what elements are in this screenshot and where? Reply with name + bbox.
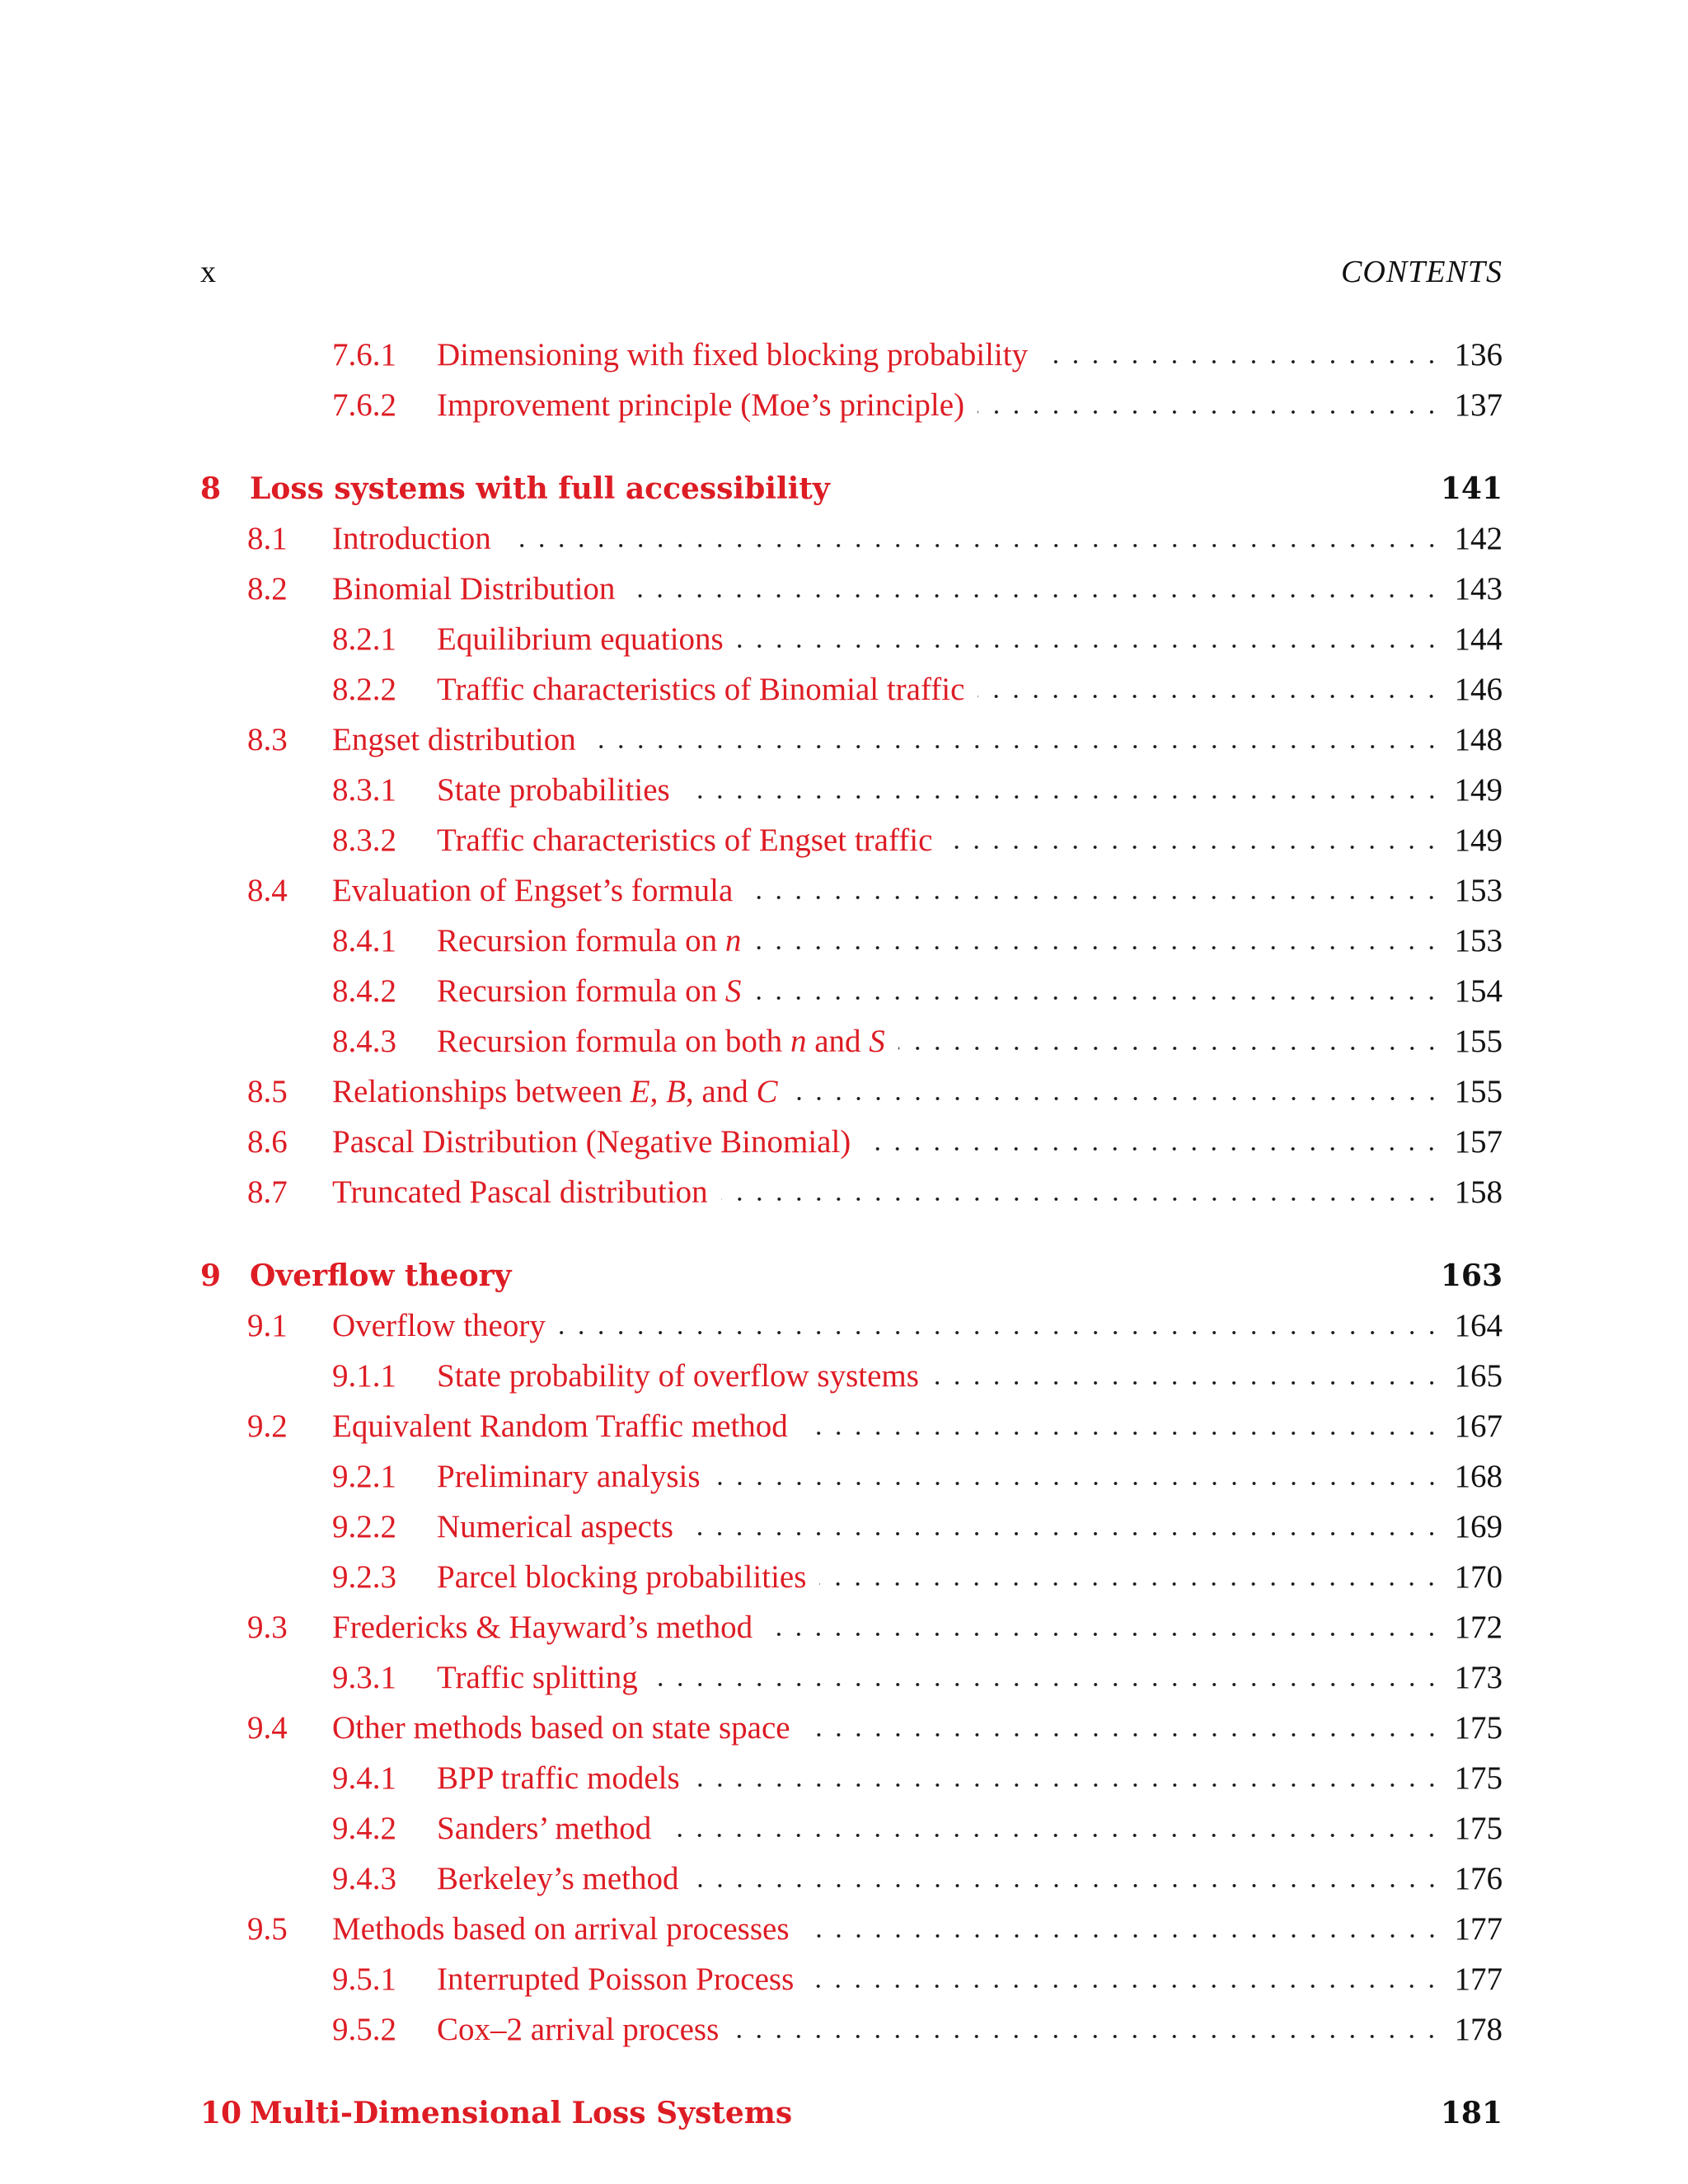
- dot-leader: [819, 1580, 1442, 1588]
- toc-entry-title[interactable]: Traffic characteristics of Binomial traffic: [437, 672, 965, 707]
- toc-entry-title[interactable]: Engset distribution: [332, 722, 576, 757]
- toc-entry-number: 9.4: [247, 1710, 288, 1746]
- toc-entry-title[interactable]: Recursion formula on n: [437, 923, 742, 958]
- toc-chapter-entry[interactable]: [200, 2088, 1503, 2138]
- toc-page-number: 144: [1454, 621, 1503, 657]
- toc-section-entry[interactable]: [200, 1301, 1503, 1351]
- dot-leader: [692, 1882, 1442, 1890]
- toc-subsection-entry[interactable]: [200, 614, 1503, 664]
- toc-subsection-entry[interactable]: [200, 1351, 1503, 1401]
- toc-page-number: 137: [1454, 387, 1503, 423]
- toc-entry-title[interactable]: Loss systems with full accessibility: [250, 471, 830, 506]
- toc-page-number: 178: [1454, 2012, 1503, 2047]
- toc-subsection-entry[interactable]: [200, 1854, 1503, 1904]
- toc-page-number: 155: [1454, 1074, 1503, 1109]
- toc-entry-title[interactable]: Equilibrium equations: [437, 621, 724, 657]
- dot-leader: [932, 1379, 1442, 1387]
- dot-leader: [732, 2032, 1442, 2041]
- toc-section-entry[interactable]: [200, 1602, 1503, 1652]
- toc-entry-title[interactable]: Binomial Distribution: [332, 571, 616, 607]
- toc-entry-number: 9.5: [247, 1911, 288, 1947]
- dot-leader: [651, 1680, 1442, 1689]
- toc-entry-title[interactable]: Overflow theory: [250, 1258, 512, 1293]
- toc-subsection-entry[interactable]: [200, 1451, 1503, 1502]
- table-of-contents: [200, 330, 1503, 2138]
- dot-leader: [801, 1429, 1442, 1437]
- dot-leader: [791, 1094, 1442, 1103]
- toc-page-number: 169: [1454, 1509, 1503, 1544]
- toc-section-entry[interactable]: [200, 715, 1503, 765]
- toc-entry-title[interactable]: Dimensioning with fixed blocking probability: [437, 337, 1029, 373]
- toc-entry-title[interactable]: Evaluation of Engset’s formula: [332, 873, 734, 908]
- toc-subsection-entry[interactable]: [200, 380, 1503, 430]
- toc-entry-title[interactable]: Cox–2 arrival process: [437, 2012, 720, 2047]
- dot-leader: [589, 743, 1442, 751]
- toc-entry-number: 8.2.2: [332, 672, 396, 707]
- dot-leader: [683, 793, 1442, 801]
- toc-entry-number: 8.1: [247, 521, 288, 556]
- math-variable: E: [630, 1074, 650, 1109]
- toc-entry-number: 9.1: [247, 1308, 288, 1343]
- toc-page-number: 148: [1454, 722, 1503, 757]
- toc-entry-title[interactable]: Fredericks & Hayward’s method: [332, 1610, 753, 1645]
- math-variable: B: [666, 1074, 686, 1109]
- dot-leader: [1041, 358, 1442, 366]
- toc-entry-title[interactable]: Parcel blocking probabilities: [437, 1559, 807, 1595]
- toc-entry-title[interactable]: Traffic splitting: [437, 1660, 638, 1695]
- toc-subsection-entry[interactable]: [200, 765, 1503, 815]
- toc-page-number: 163: [1440, 1258, 1503, 1293]
- toc-subsection-entry[interactable]: [200, 1652, 1503, 1703]
- dot-leader: [807, 1982, 1442, 1990]
- toc-page-number: 153: [1454, 923, 1503, 958]
- dot-leader: [978, 692, 1442, 701]
- toc-entry-number: 9.2.2: [332, 1509, 396, 1544]
- toc-section-entry[interactable]: [200, 1117, 1503, 1167]
- toc-entry-number: 9.5.1: [332, 1961, 396, 1997]
- toc-page-number: 175: [1454, 1710, 1503, 1746]
- toc-subsection-entry[interactable]: [200, 330, 1503, 380]
- toc-entry-number: 8.3: [247, 722, 288, 757]
- toc-page-number: 175: [1454, 1760, 1503, 1796]
- toc-entry-title[interactable]: Overflow theory: [332, 1308, 546, 1343]
- dot-leader: [504, 541, 1442, 550]
- toc-entry-title[interactable]: Relationships between E, B, and C: [332, 1074, 778, 1109]
- toc-page-number: 153: [1454, 873, 1503, 908]
- toc-entry-title[interactable]: Sanders’ method: [437, 1811, 652, 1846]
- running-title: CONTENTS: [1341, 255, 1503, 289]
- toc-subsection-entry[interactable]: [200, 1753, 1503, 1803]
- toc-page-number: 177: [1454, 1911, 1503, 1947]
- toc-subsection-entry[interactable]: [200, 664, 1503, 715]
- dot-leader: [864, 1145, 1442, 1153]
- toc-subsection-entry[interactable]: [200, 815, 1503, 865]
- toc-entry-number: 8.2.1: [332, 621, 396, 657]
- toc-entry-title[interactable]: Methods based on arrival processes: [332, 1911, 790, 1947]
- toc-page-number: 177: [1454, 1961, 1503, 1997]
- toc-entry-number: 8.3.1: [332, 772, 396, 808]
- toc-section-entry[interactable]: [200, 865, 1503, 916]
- toc-entry-number: 8.6: [247, 1124, 288, 1160]
- toc-entry-number: 8.4.1: [332, 923, 396, 958]
- toc-section-entry[interactable]: [200, 1167, 1503, 1217]
- toc-page-number: 164: [1454, 1308, 1503, 1343]
- toc-entry-number: 10: [200, 2095, 242, 2130]
- dot-leader: [766, 1630, 1442, 1638]
- toc-entry-number: 9.3.1: [332, 1660, 396, 1695]
- toc-entry-title[interactable]: Truncated Pascal distribution: [332, 1174, 708, 1210]
- toc-entry-title[interactable]: Pascal Distribution (Negative Binomial): [332, 1124, 851, 1160]
- toc-entry-number: 9.2.1: [332, 1459, 396, 1494]
- dot-leader: [628, 592, 1442, 600]
- toc-entry-number: 8.7: [247, 1174, 288, 1210]
- toc-page-number: 149: [1454, 823, 1503, 858]
- toc-section-entry[interactable]: [200, 564, 1503, 614]
- math-variable: n: [724, 923, 742, 958]
- dot-leader: [804, 1731, 1442, 1739]
- toc-page-number: 146: [1454, 672, 1503, 707]
- toc-chapter-entry[interactable]: [200, 1250, 1503, 1301]
- toc-entry-number: 8.4.2: [332, 973, 396, 1009]
- toc-entry-number: 9.4.1: [332, 1760, 396, 1796]
- dot-leader: [664, 1831, 1442, 1840]
- toc-entry-title[interactable]: Improvement principle (Moe’s principle): [437, 387, 965, 423]
- dot-leader: [721, 1195, 1442, 1203]
- dot-leader: [898, 1044, 1442, 1052]
- toc-subsection-entry[interactable]: [200, 1552, 1503, 1602]
- toc-entry-title[interactable]: Recursion formula on S: [437, 973, 742, 1009]
- toc-entry-title[interactable]: Interrupted Poisson Process: [437, 1961, 795, 1997]
- dot-leader: [746, 893, 1442, 902]
- toc-page-number: 157: [1454, 1124, 1503, 1160]
- toc-chapter-entry[interactable]: [200, 463, 1503, 513]
- toc-entry-number: 7.6.2: [332, 387, 396, 423]
- toc-entry-number: 8.2: [247, 571, 288, 607]
- toc-section-entry[interactable]: [200, 1401, 1503, 1451]
- toc-subsection-entry[interactable]: [200, 1502, 1503, 1552]
- toc-entry-number: 9: [200, 1258, 222, 1293]
- toc-subsection-entry[interactable]: [200, 916, 1503, 966]
- math-variable: S: [724, 973, 742, 1009]
- toc-entry-number: 9.1.1: [332, 1358, 396, 1394]
- dot-leader: [737, 642, 1442, 650]
- toc-subsection-entry[interactable]: [200, 2004, 1503, 2055]
- toc-entry-title[interactable]: Numerical aspects: [437, 1509, 673, 1544]
- toc-page-number: 168: [1454, 1459, 1503, 1494]
- toc-entry-number: 8.5: [247, 1074, 288, 1109]
- toc-page-number: 167: [1454, 1408, 1503, 1444]
- toc-entry-title[interactable]: Multi-Dimensional Loss Systems: [250, 2095, 793, 2130]
- toc-entry-number: 8.4.3: [332, 1024, 396, 1059]
- dot-leader: [559, 1329, 1442, 1337]
- toc-entry-number: 7.6.1: [332, 337, 396, 373]
- toc-page-number: 143: [1454, 571, 1503, 607]
- toc-entry-number: 8.4: [247, 873, 288, 908]
- toc-section-entry[interactable]: [200, 1066, 1503, 1117]
- toc-entry-title[interactable]: Equivalent Random Traffic method: [332, 1408, 788, 1444]
- dot-leader: [945, 843, 1442, 851]
- toc-page-number: 142: [1454, 521, 1503, 556]
- toc-section-entry[interactable]: [200, 1703, 1503, 1753]
- toc-page-number: 136: [1454, 337, 1503, 373]
- toc-page-number: 181: [1440, 2095, 1503, 2130]
- toc-entry-number: 9.4.3: [332, 1861, 396, 1896]
- toc-page-number: 149: [1454, 772, 1503, 808]
- page-number-roman: x: [200, 255, 216, 289]
- toc-entry-number: 9.3: [247, 1610, 288, 1645]
- toc-page-number: 154: [1454, 973, 1503, 1009]
- toc-page-number: 158: [1454, 1174, 1503, 1210]
- page-header: [200, 247, 1503, 297]
- dot-leader: [687, 1530, 1442, 1538]
- toc-subsection-entry[interactable]: [200, 966, 1503, 1016]
- dot-leader: [754, 994, 1442, 1002]
- toc-entry-title[interactable]: Traffic characteristics of Engset traffic: [437, 823, 933, 858]
- dot-leader: [693, 1781, 1442, 1789]
- toc-entry-number: 9.4.2: [332, 1811, 396, 1846]
- toc-entry-number: 9.2: [247, 1408, 288, 1444]
- toc-entry-title[interactable]: Recursion formula on both n and S: [437, 1024, 885, 1059]
- toc-subsection-entry[interactable]: [200, 1803, 1503, 1854]
- toc-entry-title[interactable]: State probability of overflow systems: [437, 1358, 919, 1394]
- toc-page-number: 155: [1454, 1024, 1503, 1059]
- dot-leader: [978, 408, 1442, 416]
- toc-page-number: 175: [1454, 1811, 1503, 1846]
- dot-leader: [803, 1932, 1442, 1940]
- toc-subsection-entry[interactable]: [200, 1954, 1503, 2004]
- toc-page-number: 165: [1454, 1358, 1503, 1394]
- toc-section-entry[interactable]: [200, 513, 1503, 564]
- toc-entry-number: 9.5.2: [332, 2012, 396, 2047]
- math-variable: n: [790, 1024, 807, 1059]
- toc-entry-number: 8: [200, 471, 222, 506]
- toc-entry-number: 8.3.2: [332, 823, 396, 858]
- toc-section-entry[interactable]: [200, 1904, 1503, 1954]
- dot-leader: [714, 1479, 1442, 1488]
- toc-page-number: 173: [1454, 1660, 1503, 1695]
- math-variable: S: [869, 1024, 885, 1059]
- toc-entry-title[interactable]: BPP traffic models: [437, 1760, 680, 1796]
- toc-page-number: 170: [1454, 1559, 1503, 1595]
- toc-entry-title[interactable]: Berkeley’s method: [437, 1861, 679, 1896]
- toc-subsection-entry[interactable]: [200, 1016, 1503, 1066]
- toc-entry-title[interactable]: Preliminary analysis: [437, 1459, 701, 1494]
- toc-page-number: 141: [1440, 471, 1503, 506]
- dot-leader: [754, 944, 1442, 952]
- toc-entry-number: 9.2.3: [332, 1559, 396, 1595]
- toc-entry-title[interactable]: Other methods based on state space: [332, 1710, 790, 1746]
- toc-page-number: 172: [1454, 1610, 1503, 1645]
- toc-entry-title[interactable]: State probabilities: [437, 772, 670, 808]
- toc-entry-title[interactable]: Introduction: [332, 521, 491, 556]
- toc-page-number: 176: [1454, 1861, 1503, 1896]
- math-variable: C: [756, 1074, 778, 1109]
